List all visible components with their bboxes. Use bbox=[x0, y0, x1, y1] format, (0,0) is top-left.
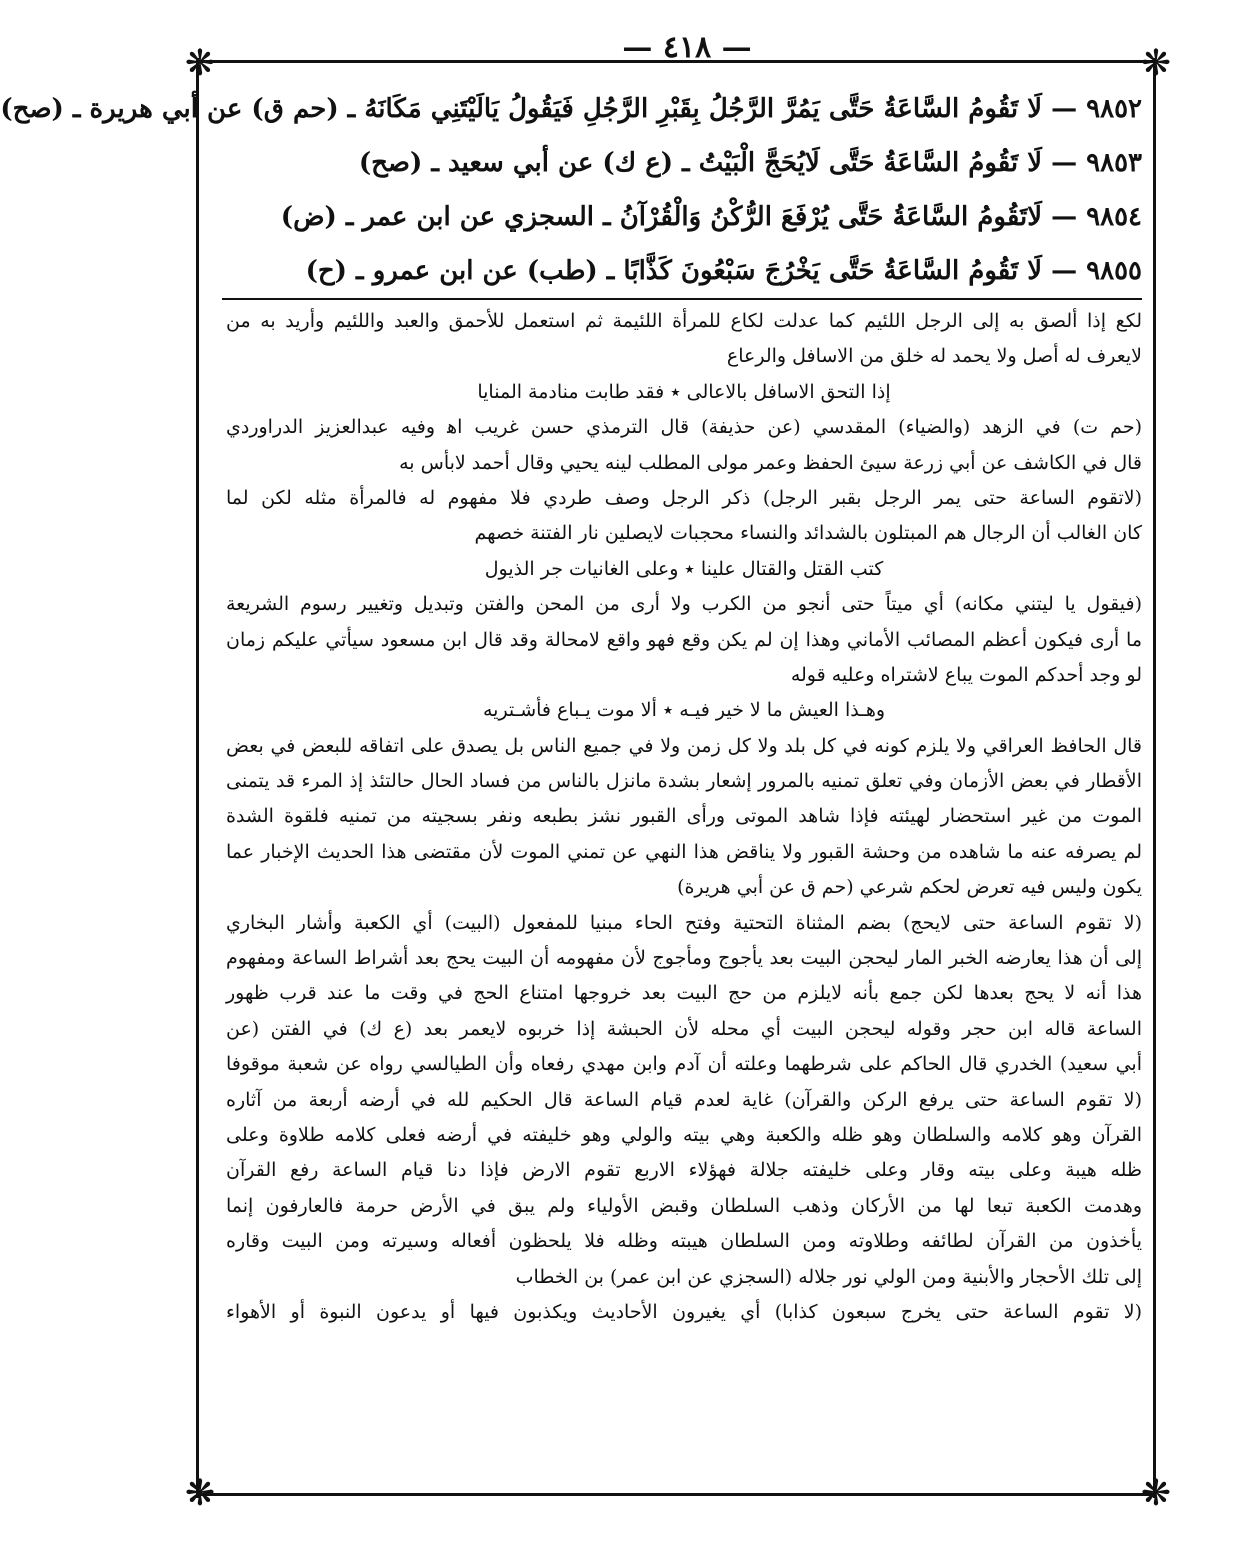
commentary-line: (لا تقوم الساعة حتى لايحج) بضم المثناة التحتية وفتح الحاء مبنيا للمفعول (البيت) أي الكعبة وأشار البخاري bbox=[226, 911, 1142, 934]
frame-bottom-rule bbox=[196, 1493, 1156, 1496]
commentary-line: ما أرى فيكون أعظم المصائب الأماني وهذا إن لم يكن وقع فهو واقع لامحالة وقد قال ابن مسعود سيأتي عليكم زمان bbox=[226, 628, 1142, 651]
commentary-line: لايعرف له أصل ولا يحمد له خلق من الاسافل والرعاع bbox=[726, 345, 1142, 368]
commentary-line: هذا أنه لا يحج بعدها لكن جمع بأنه لايلزم من حج البيت بعد خروجها امتناع الحج في وقت ما عند قرب ظهور bbox=[226, 982, 1142, 1005]
commentary-line: (لاتقوم الساعة حتى يمر الرجل بقبر الرجل) ذكر الرجل وصف طردي فلا مفهوم له فالمرأة مثله لكن لما bbox=[226, 486, 1142, 509]
commentary-line: الساعة قاله ابن حجر وقوله ليحجن البيت أي محله لأن الحبشة إذا خربوه لايعمر بعد (ع ك) في الفتن (عن bbox=[226, 1017, 1142, 1040]
commentary-line: الأقطار في بعض الأزمان وفي تعلق تمنيه بالمرور إشعار بشدة مانزل بالناس من فساد الحال حالتئذ إذ المرء قد يتمنى bbox=[226, 770, 1142, 793]
corner-ornament-icon: ❋ bbox=[184, 1473, 216, 1514]
corner-ornament-icon: ❋ bbox=[184, 43, 216, 84]
commentary-line: (لا تقوم الساعة حتى يخرج سبعون كذابا) أي يغيرون الأحاديث ويكذبون فيها أو يدعون النبوة أو الأهواء bbox=[226, 1300, 1142, 1323]
page-number: — ٤١٨ — bbox=[622, 30, 752, 65]
text-separator bbox=[222, 298, 1142, 300]
commentary-line: ظله هيبة وعلى بيته وقار وعلى خليفته جلالة فهؤلاء الاربع تقوم الارض فإذا دنا قيام الساعة رفع القرآن bbox=[226, 1159, 1142, 1182]
hadith-9854: ٩٨٥٤ — لَاتَقُومُ السَّاعَةُ حَتَّى يُرْفَعَ الرُّكْنُ وَالْقُرْآنُ ـ السجزي عن ابن عمر ـ (ض) bbox=[280, 202, 1142, 232]
corner-ornament-icon: ❋ bbox=[1140, 1473, 1172, 1514]
corner-ornament-icon: ❋ bbox=[1140, 43, 1172, 84]
hadith-9852: ٩٨٥٢ — لَا تَقُومُ السَّاعَةُ حَتَّى يَمُرَّ الرَّجُلُ بِقَبْرِ الرَّجُلِ فَيَقُولُ يَالَيْتَنِي مَكَانَهُ ـ (حم ق) عن أبي هريرة ـ (صح) bbox=[0, 94, 1142, 124]
commentary-line: لكع إذا ألصق به إلى الرجل اللئيم كما عدلت لكاع للمرأة اللئيمة ثم استعمل للأحمق والعبد واللئيم وأريد به من bbox=[226, 310, 1142, 332]
commentary-line: قال في الكاشف عن أبي زرعة سيئ الحفظ وعمر مولى المطلب لينه يحيي وقال أحمد لابأس به bbox=[399, 451, 1142, 474]
commentary-line: (حم ت) في الزهد (والضياء) المقدسي (عن حذيفة) قال الترمذي حسن غريب اﻫ وفيه عبدالعزيز الدراوردي bbox=[226, 416, 1142, 439]
commentary-line: (لا تقوم الساعة حتى يرفع الركن والقرآن) غاية لعدم قيام الساعة قال الحكيم لله في أرضه أربعة من آثاره bbox=[226, 1088, 1142, 1111]
commentary-line: قال الحافظ العراقي ولا يلزم كونه في كل بلد ولا كل زمن ولا في جميع الناس بل يصدق على اتفاقه للبعض في بعض bbox=[226, 734, 1142, 757]
commentary-line: وهـذا العيش ما لا خير فيـه ٭ ألا موت يـباع فأشـتريه bbox=[482, 699, 886, 722]
commentary-line: كان الغالب أن الرجال هم المبتلون بالشدائد والنساء محجبات لايصلين نار الفتنة خصهم bbox=[474, 522, 1142, 545]
commentary-line: لم يصرفه عنه ما شاهده من وحشة القبور ولا يناقض هذا النهي عن تمني الموت لأن مقتضى هذا الحديث الإخبار عما bbox=[226, 840, 1142, 863]
hadith-9853: ٩٨٥٣ — لَا تَقُومُ السَّاعَةُ حَتَّى لَايُحَجَّ الْبَيْتُ ـ (ع ك) عن أبي سعيد ـ (صح) bbox=[358, 148, 1142, 178]
hadith-list bbox=[0, 82, 1142, 298]
commentary-line: القرآن وهو كلامه والسلطان وهو ظله والكعبة وهي بيته والولي وهو خليفته في أرضه فعلى كلامه طلاوة وعلى bbox=[226, 1123, 1142, 1146]
commentary-section bbox=[226, 304, 1142, 1330]
commentary-line: يكون وليس فيه تعرض لحكم شرعي (حم ق عن أبي هريرة) bbox=[677, 876, 1142, 899]
commentary-line: يأخذون من القرآن لطائفه وطلاوته ومن السلطان هيبته وظله فلا يلحظون أفعاله وسيرته ومن البيت وقاره bbox=[226, 1230, 1142, 1253]
commentary-line: (فيقول يا ليتني مكانه) أي ميتاً حتى أنجو من الكرب ولا أرى من المحن والفتن وتبديل وتغيير رسوم الشريعة bbox=[226, 593, 1142, 616]
hadith-9855: ٩٨٥٥ — لَا تَقُومُ السَّاعَةُ حَتَّى يَخْرُجَ سَبْعُونَ كَذَّابًا ـ (طب) عن ابن عمرو ـ (ح) bbox=[305, 256, 1142, 286]
commentary-line: إذا التحق الاسافل بالاعالى ٭ فقد طابت منادمة المنايا bbox=[477, 380, 891, 403]
commentary-line: لو وجد أحدكم الموت يباع لاشتراه وعليه قوله bbox=[790, 663, 1142, 686]
commentary-line: إلى أن هذا يعارضه الخبر المار ليحجن البيت بعد يأجوج ومأجوج لأن مفهومه أن البيت يحج بعد أشراط الساعة ومفهوم bbox=[226, 947, 1142, 970]
commentary-line: كتب القتل والقتال علينا ٭ وعلى الغانيات جر الذيول bbox=[484, 557, 884, 580]
frame-top-rule bbox=[196, 60, 1156, 63]
commentary-line: وهدمت الكعبة تبعا لها من الأركان وذهب السلطان وقبض الأولياء ولم يبق في الأرض حرمة فالعارفون إنما bbox=[226, 1194, 1142, 1217]
commentary-line: إلى تلك الأحجار والأبنية ومن الولي نور جلاله (السجزي عن ابن عمر) بن الخطاب bbox=[515, 1265, 1142, 1288]
commentary-line: أبي سعيد) الخدري قال الحاكم على شرطهما وعلته أن آدم وابن مهدي رفعاه وأن الطيالسي رواه عن شعبة موقوفا bbox=[226, 1053, 1142, 1076]
commentary-line: الموت من غير استحضار لهيئته فإذا شاهد الموتى ورأى القبور نشز بطبعه ونفر بسجيته من تمنيه فلقوة الشدة bbox=[226, 805, 1142, 828]
